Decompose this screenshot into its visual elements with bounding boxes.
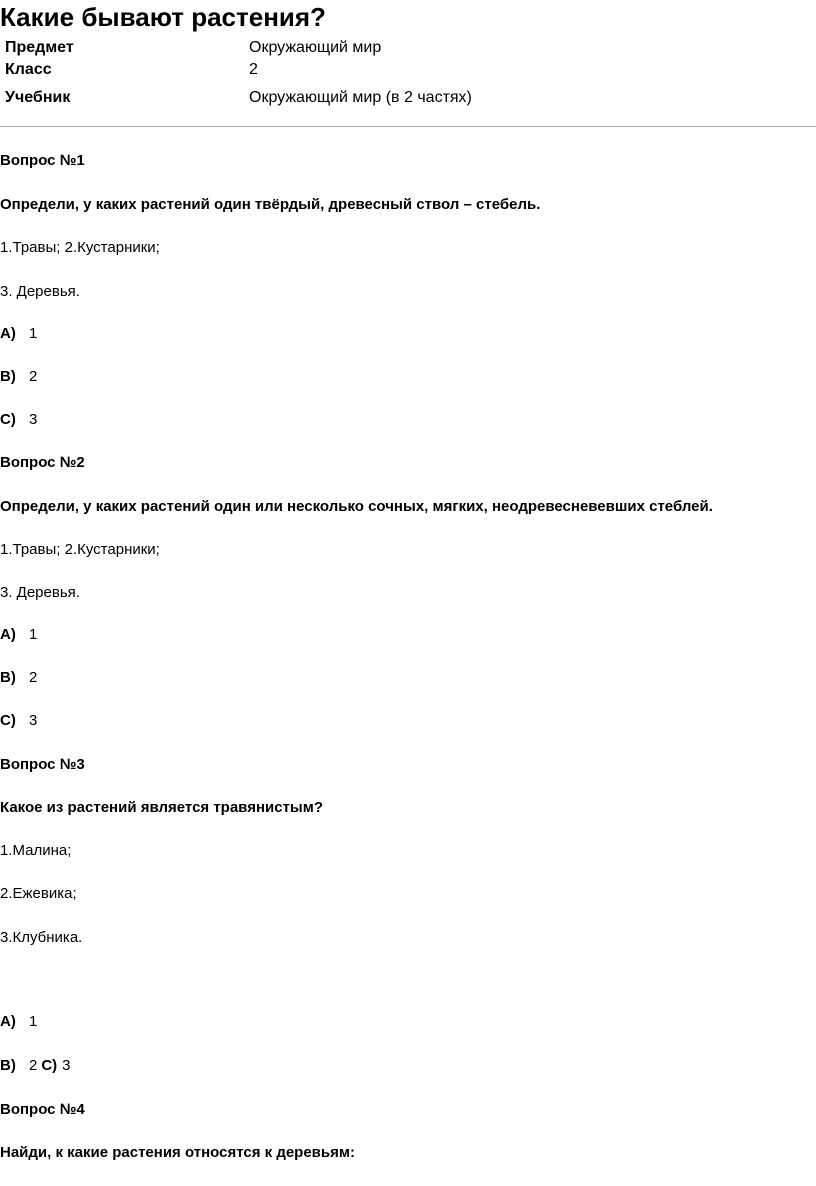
option-value: 3 (29, 712, 38, 729)
question-3-heading: Вопрос №3 (0, 756, 85, 773)
question-4-heading: Вопрос №4 (0, 1101, 85, 1118)
option-letter: B) (0, 669, 16, 686)
option-letter: C) (0, 712, 16, 729)
option-value: 3 (29, 411, 38, 428)
question-4-text: Найди, к какие растения относятся к деревьям: (0, 1144, 355, 1161)
option-letter: A) (0, 325, 16, 342)
meta-value-grade: 2 (249, 61, 258, 78)
question-3-text: Какое из растений является травянистым? (0, 799, 323, 816)
meta-value-subject: Окружающий мир (249, 39, 382, 56)
meta-row-subject (0, 37, 816, 59)
meta-label-subject: Предмет (5, 39, 74, 56)
option-letter: C) (41, 1057, 58, 1074)
meta-row-grade (0, 59, 816, 81)
question-2-option-a[interactable] (0, 625, 37, 645)
question-1-option-c[interactable] (0, 410, 37, 430)
question-2-option-c[interactable] (0, 711, 37, 731)
question-3-list-item-2: 2.Ежевика; (0, 885, 77, 902)
option-value: 2 (29, 669, 38, 686)
option-letter: B) (0, 1057, 16, 1074)
meta-label-textbook: Учебник (5, 89, 71, 106)
question-2-heading: Вопрос №2 (0, 454, 85, 471)
question-1-list-item-1: 1.Травы; 2.Кустарники; (0, 239, 160, 256)
option-value: 1 (29, 626, 38, 643)
question-2-option-b[interactable] (0, 668, 37, 688)
option-letter: A) (0, 626, 16, 643)
option-letter: A) (0, 1013, 16, 1030)
question-2-text: Определи, у каких растений один или несколько сочных, мягких, неодревесневевших стеблей. (0, 498, 713, 515)
question-1-list-item-2: 3. Деревья. (0, 283, 80, 300)
question-1-option-a[interactable] (0, 324, 37, 344)
question-2-list-item-1: 1.Травы; 2.Кустарники; (0, 541, 160, 558)
question-1-heading: Вопрос №1 (0, 152, 85, 169)
option-value: 2 (29, 368, 38, 385)
option-value: 3 (62, 1057, 71, 1074)
question-3-list-item-1: 1.Малина; (0, 842, 72, 859)
option-value: 1 (29, 325, 38, 342)
option-value: 1 (29, 1013, 38, 1030)
question-1-text: Определи, у каких растений один твёрдый, древесный ствол – стебель. (0, 196, 541, 213)
option-letter: C) (0, 411, 16, 428)
question-3-option-a[interactable] (0, 1012, 37, 1032)
question-3-list-item-3: 3.Клубника. (0, 929, 83, 946)
question-3-options-b-c[interactable] (0, 1056, 71, 1076)
meta-value-textbook: Окружающий мир (в 2 частях) (249, 89, 472, 106)
question-2-list-item-2: 3. Деревья. (0, 584, 80, 601)
meta-label-grade: Класс (5, 61, 52, 78)
meta-row-textbook (0, 87, 816, 109)
question-1-option-b[interactable] (0, 367, 37, 387)
option-value: 2 (29, 1057, 38, 1074)
header-divider (0, 126, 816, 127)
page-title: Какие бывают растения? (0, 2, 326, 32)
option-letter: B) (0, 368, 16, 385)
